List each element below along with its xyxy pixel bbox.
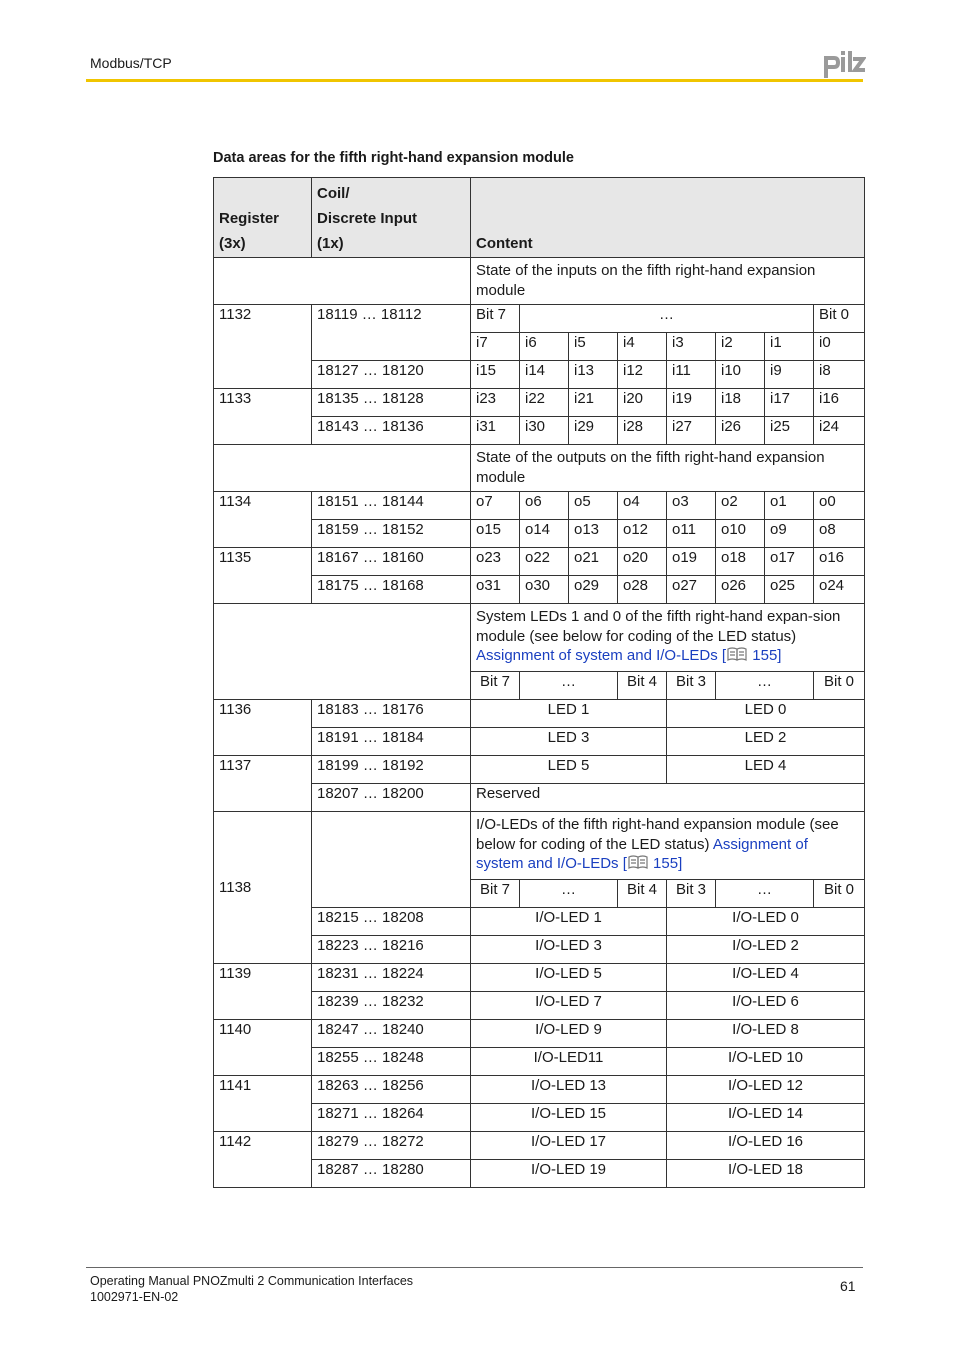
register-cell: 1140 bbox=[214, 1020, 312, 1076]
bit-cell: o13 bbox=[569, 520, 618, 548]
bit-cell: o19 bbox=[667, 548, 716, 576]
led-cell: I/O-LED 10 bbox=[667, 1048, 865, 1076]
bit-label: Bit 0 bbox=[814, 880, 865, 908]
bit-cell: i5 bbox=[569, 333, 618, 361]
range-cell: 18263 … 18256 bbox=[312, 1076, 471, 1104]
bit-label: Bit 7 bbox=[471, 672, 520, 700]
bit-cell: o4 bbox=[618, 492, 667, 520]
system-leds-desc-row bbox=[214, 604, 865, 672]
table-row bbox=[214, 305, 865, 333]
bit-label: Bit 4 bbox=[618, 880, 667, 908]
bit-cell: o24 bbox=[814, 576, 865, 604]
footer-rule bbox=[86, 1267, 863, 1268]
page-number: 61 bbox=[840, 1278, 856, 1294]
bit-cell: i26 bbox=[716, 417, 765, 445]
register-cell: 1139 bbox=[214, 964, 312, 1020]
table-row bbox=[214, 417, 865, 445]
bit-cell: i25 bbox=[765, 417, 814, 445]
book-icon bbox=[726, 646, 748, 662]
table-row bbox=[214, 548, 865, 576]
table-row bbox=[214, 728, 865, 756]
bit-cell: i22 bbox=[520, 389, 569, 417]
table-row bbox=[214, 389, 865, 417]
bit-cell: i28 bbox=[618, 417, 667, 445]
bit-cell: i15 bbox=[471, 361, 520, 389]
bit-label: Bit 3 bbox=[667, 880, 716, 908]
bit-cell: i24 bbox=[814, 417, 865, 445]
bit-cell: i0 bbox=[814, 333, 865, 361]
bit-cell: i27 bbox=[667, 417, 716, 445]
bit-cell: o17 bbox=[765, 548, 814, 576]
led-cell: I/O-LED 13 bbox=[471, 1076, 667, 1104]
header-register: Register (3x) bbox=[214, 178, 312, 258]
bit-cell: o18 bbox=[716, 548, 765, 576]
bit-cell: o2 bbox=[716, 492, 765, 520]
range-cell: 18255 … 18248 bbox=[312, 1048, 471, 1076]
range-cell: 18183 … 18176 bbox=[312, 700, 471, 728]
led-cell: I/O-LED 3 bbox=[471, 936, 667, 964]
table-row bbox=[214, 908, 865, 936]
range-cell: 18199 … 18192 bbox=[312, 756, 471, 784]
bit-cell: o8 bbox=[814, 520, 865, 548]
bit-cell: o27 bbox=[667, 576, 716, 604]
bit-cell: i10 bbox=[716, 361, 765, 389]
assignment-link[interactable]: Assignment of system and I/O-LEDs [ 155] bbox=[476, 647, 782, 664]
table-row bbox=[214, 700, 865, 728]
bit-cell: i16 bbox=[814, 389, 865, 417]
led-cell: I/O-LED11 bbox=[471, 1048, 667, 1076]
range-cell: 18135 … 18128 bbox=[312, 389, 471, 417]
range-cell: 18239 … 18232 bbox=[312, 992, 471, 1020]
table-row bbox=[214, 992, 865, 1020]
io-leds-description: I/O-LEDs of the fifth right-hand expansion module (see below for coding of the LED status) Assignment of system and I/O-LEDs [ 155] bbox=[471, 812, 865, 880]
range-cell: 18287 … 18280 bbox=[312, 1160, 471, 1188]
range-cell: 18279 … 18272 bbox=[312, 1132, 471, 1160]
bit-ellipsis: … bbox=[716, 672, 814, 700]
bit-cell: i7 bbox=[471, 333, 520, 361]
led-cell: LED 3 bbox=[471, 728, 667, 756]
book-icon bbox=[627, 854, 649, 870]
bit-label: Bit 0 bbox=[814, 305, 865, 333]
bit-cell: o15 bbox=[471, 520, 520, 548]
table-row bbox=[214, 492, 865, 520]
register-cell: 1135 bbox=[214, 548, 312, 604]
assignment-link[interactable]: Assignment of system and I/O-LEDs [ 155] bbox=[476, 835, 808, 872]
register-cell: 1137 bbox=[214, 756, 312, 812]
outputs-description: State of the outputs on the fifth right-hand expansion module bbox=[471, 445, 865, 492]
bit-cell: o31 bbox=[471, 576, 520, 604]
footer-manual-title: Operating Manual PNOZmulti 2 Communication Interfaces bbox=[90, 1274, 414, 1288]
pilz-logo bbox=[822, 50, 866, 78]
table-row bbox=[214, 784, 865, 812]
register-cell: 1141 bbox=[214, 1076, 312, 1132]
bit-cell: o16 bbox=[814, 548, 865, 576]
led-cell: I/O-LED 14 bbox=[667, 1104, 865, 1132]
table-row bbox=[214, 520, 865, 548]
range-cell: 18247 … 18240 bbox=[312, 1020, 471, 1048]
led-cell: I/O-LED 17 bbox=[471, 1132, 667, 1160]
inputs-desc-row bbox=[214, 258, 865, 305]
system-leds-description: System LEDs 1 and 0 of the fifth right-hand expan-sion module (see below for coding of the LED status) Assignment of system and I/O-LEDs [ 155] bbox=[471, 604, 865, 672]
range-cell: 18127 … 18120 bbox=[312, 361, 471, 389]
led-cell: I/O-LED 5 bbox=[471, 964, 667, 992]
table-row bbox=[214, 1160, 865, 1188]
bit-cell: i29 bbox=[569, 417, 618, 445]
range-cell: 18271 … 18264 bbox=[312, 1104, 471, 1132]
range-cell: 18207 … 18200 bbox=[312, 784, 471, 812]
bit-cell: i31 bbox=[471, 417, 520, 445]
table-caption: Data areas for the fifth right-hand expansion module bbox=[213, 150, 574, 166]
bit-cell: o14 bbox=[520, 520, 569, 548]
led-cell: I/O-LED 0 bbox=[667, 908, 865, 936]
inputs-description: State of the inputs on the fifth right-hand expansion module bbox=[471, 258, 865, 305]
bit-cell: o23 bbox=[471, 548, 520, 576]
bit-cell: o1 bbox=[765, 492, 814, 520]
table-row bbox=[214, 1020, 865, 1048]
bit-cell: o7 bbox=[471, 492, 520, 520]
table-row bbox=[214, 756, 865, 784]
header-content: Content bbox=[471, 178, 865, 258]
register-cell: 1138 bbox=[214, 812, 312, 964]
bit-cell: i1 bbox=[765, 333, 814, 361]
bit-cell: o30 bbox=[520, 576, 569, 604]
bit-cell: i21 bbox=[569, 389, 618, 417]
bit-cell: i3 bbox=[667, 333, 716, 361]
bit-cell: i2 bbox=[716, 333, 765, 361]
table-row bbox=[214, 1132, 865, 1160]
bit-cell: i14 bbox=[520, 361, 569, 389]
bit-cell: o28 bbox=[618, 576, 667, 604]
table-row bbox=[214, 576, 865, 604]
bit-cell: o29 bbox=[569, 576, 618, 604]
range-cell: 18167 … 18160 bbox=[312, 548, 471, 576]
table-row bbox=[214, 1048, 865, 1076]
bit-cell: o11 bbox=[667, 520, 716, 548]
bit-cell: o5 bbox=[569, 492, 618, 520]
register-cell: 1142 bbox=[214, 1132, 312, 1188]
bit-cell: i8 bbox=[814, 361, 865, 389]
bit-cell: o10 bbox=[716, 520, 765, 548]
bit-label: Bit 7 bbox=[471, 880, 520, 908]
bit-ellipsis: … bbox=[520, 305, 814, 333]
bit-cell: i19 bbox=[667, 389, 716, 417]
bit-cell: i12 bbox=[618, 361, 667, 389]
bit-cell: o3 bbox=[667, 492, 716, 520]
led-cell: I/O-LED 8 bbox=[667, 1020, 865, 1048]
bit-cell: i13 bbox=[569, 361, 618, 389]
led-cell: I/O-LED 18 bbox=[667, 1160, 865, 1188]
range-cell: 18119 … 18112 bbox=[312, 305, 471, 361]
register-cell: 1136 bbox=[214, 700, 312, 756]
bit-label: Bit 3 bbox=[667, 672, 716, 700]
range-cell: 18143 … 18136 bbox=[312, 417, 471, 445]
range-cell: 18215 … 18208 bbox=[312, 908, 471, 936]
led-cell: I/O-LED 7 bbox=[471, 992, 667, 1020]
table-row bbox=[214, 361, 865, 389]
bit-label: Bit 4 bbox=[618, 672, 667, 700]
bit-cell: i4 bbox=[618, 333, 667, 361]
register-cell: 1133 bbox=[214, 389, 312, 445]
bit-cell: o12 bbox=[618, 520, 667, 548]
table-header-row bbox=[214, 178, 865, 258]
bit-cell: o26 bbox=[716, 576, 765, 604]
led-cell: LED 1 bbox=[471, 700, 667, 728]
bit-ellipsis: … bbox=[520, 672, 618, 700]
bit-cell: i6 bbox=[520, 333, 569, 361]
header-title: Modbus/TCP bbox=[90, 55, 172, 71]
table-row bbox=[214, 936, 865, 964]
data-areas-table bbox=[213, 177, 865, 1188]
led-cell: I/O-LED 4 bbox=[667, 964, 865, 992]
table-row bbox=[214, 1104, 865, 1132]
range-cell: 18175 … 18168 bbox=[312, 576, 471, 604]
led-cell: LED 0 bbox=[667, 700, 865, 728]
led-cell: I/O-LED 2 bbox=[667, 936, 865, 964]
led-cell: I/O-LED 1 bbox=[471, 908, 667, 936]
outputs-desc-row bbox=[214, 445, 865, 492]
bit-label: Bit 7 bbox=[471, 305, 520, 333]
range-cell: 18159 … 18152 bbox=[312, 520, 471, 548]
led-cell: I/O-LED 19 bbox=[471, 1160, 667, 1188]
bit-cell: o22 bbox=[520, 548, 569, 576]
bit-cell: i17 bbox=[765, 389, 814, 417]
table-row bbox=[214, 964, 865, 992]
range-cell: 18231 … 18224 bbox=[312, 964, 471, 992]
led-cell: I/O-LED 9 bbox=[471, 1020, 667, 1048]
header-rule bbox=[86, 79, 863, 82]
led-cell: I/O-LED 6 bbox=[667, 992, 865, 1020]
led-cell: LED 2 bbox=[667, 728, 865, 756]
bit-cell: i20 bbox=[618, 389, 667, 417]
register-cell: 1132 bbox=[214, 305, 312, 389]
bit-cell: o25 bbox=[765, 576, 814, 604]
footer-doc-number: 1002971-EN-02 bbox=[90, 1290, 179, 1304]
led-cell: LED 5 bbox=[471, 756, 667, 784]
bit-label: Bit 0 bbox=[814, 672, 865, 700]
bit-cell: o0 bbox=[814, 492, 865, 520]
reserved-cell: Reserved bbox=[471, 784, 865, 812]
led-cell: I/O-LED 15 bbox=[471, 1104, 667, 1132]
bit-cell: o6 bbox=[520, 492, 569, 520]
bit-cell: i11 bbox=[667, 361, 716, 389]
bit-cell: o21 bbox=[569, 548, 618, 576]
bit-cell: i9 bbox=[765, 361, 814, 389]
register-cell: 1134 bbox=[214, 492, 312, 548]
range-cell: 18223 … 18216 bbox=[312, 936, 471, 964]
header-coil: Coil/ Discrete Input (1x) bbox=[312, 178, 471, 258]
led-cell: I/O-LED 16 bbox=[667, 1132, 865, 1160]
table-row bbox=[214, 1076, 865, 1104]
bit-cell: i18 bbox=[716, 389, 765, 417]
bit-cell: o9 bbox=[765, 520, 814, 548]
bit-cell: o20 bbox=[618, 548, 667, 576]
led-cell: I/O-LED 12 bbox=[667, 1076, 865, 1104]
bit-cell: i23 bbox=[471, 389, 520, 417]
io-leds-desc-row bbox=[214, 812, 865, 880]
range-cell: 18191 … 18184 bbox=[312, 728, 471, 756]
bit-ellipsis: … bbox=[520, 880, 618, 908]
bit-ellipsis: … bbox=[716, 880, 814, 908]
bit-cell: i30 bbox=[520, 417, 569, 445]
led-cell: LED 4 bbox=[667, 756, 865, 784]
range-cell: 18151 … 18144 bbox=[312, 492, 471, 520]
